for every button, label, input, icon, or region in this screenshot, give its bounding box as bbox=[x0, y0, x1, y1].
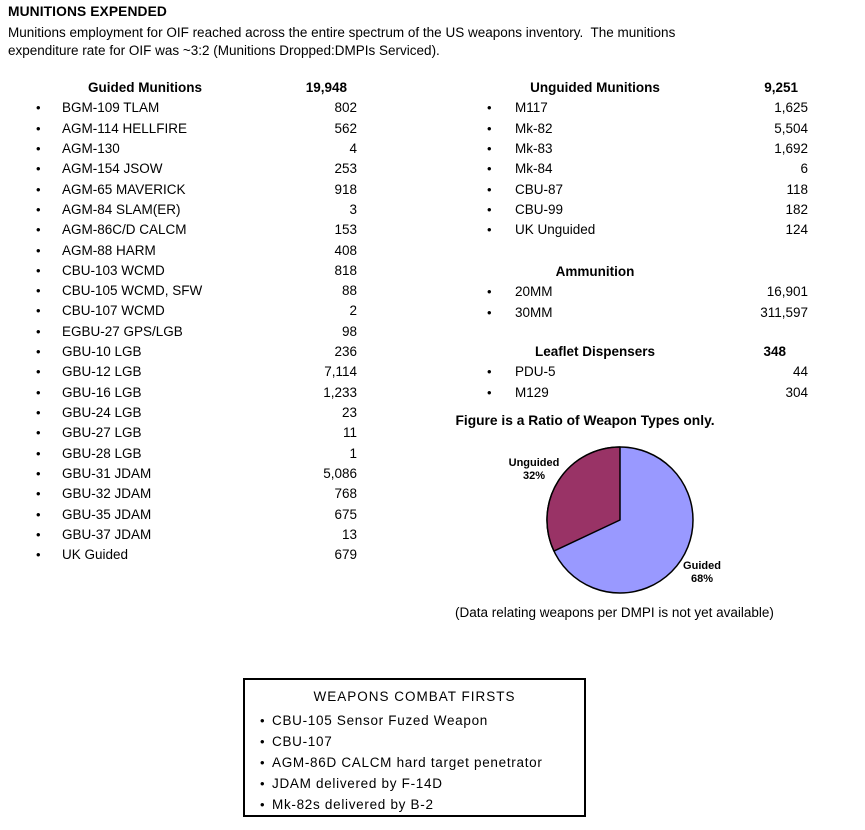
bullet-icon: • bbox=[487, 100, 492, 116]
item-label: AGM-154 JSOW bbox=[62, 161, 163, 177]
bullet-icon: • bbox=[260, 797, 265, 812]
bullet-icon: • bbox=[36, 344, 41, 360]
bullet-icon: • bbox=[36, 526, 41, 542]
bullet-icon: • bbox=[487, 222, 492, 238]
list-item bbox=[30, 180, 357, 200]
item-value: 88 bbox=[341, 283, 357, 299]
bullet-icon: • bbox=[36, 120, 41, 136]
item-label: JDAM delivered by F-14D bbox=[272, 776, 443, 791]
item-value: 3 bbox=[349, 201, 357, 217]
item-label: GBU-28 LGB bbox=[62, 445, 142, 461]
list-item bbox=[30, 139, 357, 159]
list-item bbox=[30, 261, 357, 281]
item-label: CBU-107 bbox=[272, 734, 333, 749]
item-label: Mk-84 bbox=[515, 161, 553, 177]
item-value: 182 bbox=[785, 201, 808, 217]
item-label: CBU-103 WCMD bbox=[62, 262, 165, 278]
list-item bbox=[480, 159, 808, 179]
list-item bbox=[245, 731, 584, 752]
bullet-icon: • bbox=[260, 713, 265, 728]
item-value: 4 bbox=[349, 140, 357, 156]
bullet-icon: • bbox=[487, 181, 492, 197]
item-label: GBU-12 LGB bbox=[62, 364, 142, 380]
list-item bbox=[480, 139, 808, 159]
unguided-munitions-total: 9,251 bbox=[764, 80, 798, 95]
unguided-munitions-section bbox=[480, 78, 808, 241]
item-value: 1,625 bbox=[774, 100, 808, 116]
item-label: CBU-107 WCMD bbox=[62, 303, 165, 319]
pie-label-unguided-name: Unguided bbox=[508, 457, 560, 469]
pie-label-guided bbox=[666, 560, 738, 586]
leaflet-dispensers-title: Leaflet Dispensers bbox=[534, 344, 656, 359]
bullet-icon: • bbox=[36, 140, 41, 156]
item-label: AGM-86D CALCM hard target penetrator bbox=[272, 755, 543, 770]
bullet-icon: • bbox=[487, 140, 492, 156]
bullet-icon: • bbox=[487, 364, 492, 380]
item-value: 1 bbox=[349, 445, 357, 461]
bullet-icon: • bbox=[36, 262, 41, 278]
bullet-icon: • bbox=[260, 776, 265, 791]
bullet-icon: • bbox=[487, 120, 492, 136]
list-item bbox=[480, 220, 808, 240]
item-value: 1,233 bbox=[323, 384, 357, 400]
item-label: GBU-10 LGB bbox=[62, 344, 142, 360]
intro-text-line-2: expenditure rate for OIF was ~3:2 (Munitions Dropped:DMPIs Serviced). bbox=[8, 42, 440, 58]
bullet-icon: • bbox=[36, 547, 41, 563]
bullet-icon: • bbox=[36, 445, 41, 461]
item-value: 918 bbox=[334, 181, 357, 197]
bullet-icon: • bbox=[36, 425, 41, 441]
bullet-icon: • bbox=[487, 201, 492, 217]
bullet-icon: • bbox=[36, 181, 41, 197]
list-item bbox=[30, 281, 357, 301]
item-label: AGM-65 MAVERICK bbox=[62, 181, 186, 197]
item-label: Mk-83 bbox=[515, 140, 553, 156]
item-label: EGBU-27 GPS/LGB bbox=[62, 323, 183, 339]
bullet-icon: • bbox=[36, 323, 41, 339]
list-item bbox=[30, 505, 357, 525]
list-item bbox=[30, 200, 357, 220]
bullet-icon: • bbox=[36, 405, 41, 420]
item-label: PDU-5 bbox=[515, 364, 556, 380]
list-item bbox=[30, 241, 357, 261]
item-value: 7,114 bbox=[324, 364, 357, 380]
list-item bbox=[480, 362, 808, 382]
intro-text-line-1: Munitions employment for OIF reached across the entire spectrum of the US weapons inventory. The munitions bbox=[8, 25, 676, 40]
unguided-munitions-title: Unguided Munitions bbox=[530, 80, 660, 95]
item-value: 44 bbox=[792, 364, 808, 380]
item-value: 802 bbox=[334, 100, 357, 116]
list-item bbox=[30, 342, 357, 362]
item-value: 311,597 bbox=[760, 304, 808, 320]
bullet-icon: • bbox=[487, 384, 492, 400]
ammunition-header bbox=[480, 262, 808, 282]
item-value: 5,086 bbox=[323, 465, 357, 481]
item-label: Mk-82 bbox=[515, 120, 553, 136]
list-item bbox=[480, 98, 808, 118]
list-item bbox=[30, 98, 357, 118]
leaflet-dispensers-header bbox=[480, 342, 808, 362]
list-item bbox=[30, 383, 357, 403]
guided-munitions-section bbox=[30, 78, 357, 566]
bullet-icon: • bbox=[487, 161, 492, 177]
list-item bbox=[30, 423, 357, 443]
item-value: 768 bbox=[334, 486, 357, 502]
bullet-icon: • bbox=[36, 364, 41, 380]
item-label: GBU-24 LGB bbox=[62, 405, 142, 420]
item-label: AGM-130 bbox=[62, 140, 120, 156]
item-label: GBU-32 JDAM bbox=[62, 486, 152, 502]
bullet-icon: • bbox=[36, 506, 41, 522]
list-item bbox=[245, 794, 584, 815]
bullet-icon: • bbox=[36, 465, 41, 481]
list-item bbox=[30, 362, 357, 382]
bullet-icon: • bbox=[36, 222, 41, 238]
item-label: Mk-82s delivered by B-2 bbox=[272, 797, 434, 812]
item-value: 562 bbox=[334, 120, 357, 136]
bullet-icon: • bbox=[487, 284, 492, 300]
item-label: GBU-31 JDAM bbox=[62, 465, 152, 481]
leaflet-dispensers-list bbox=[480, 362, 808, 403]
weapons-combat-firsts-box bbox=[243, 678, 586, 817]
figure-note: (Data relating weapons per DMPI is not yet available) bbox=[455, 605, 774, 620]
list-item bbox=[30, 119, 357, 139]
item-label: AGM-114 HELLFIRE bbox=[62, 120, 188, 136]
weapons-combat-firsts-title: WEAPONS COMBAT FIRSTS bbox=[313, 689, 516, 704]
unguided-munitions-header bbox=[480, 78, 808, 98]
bullet-icon: • bbox=[36, 201, 41, 217]
item-value: 98 bbox=[341, 323, 357, 339]
ammunition-list bbox=[480, 282, 808, 323]
ammunition-title: Ammunition bbox=[555, 264, 635, 279]
item-value: 11 bbox=[342, 425, 357, 441]
list-item bbox=[30, 525, 357, 545]
item-value: 679 bbox=[334, 547, 357, 563]
bullet-icon: • bbox=[36, 161, 41, 177]
list-item bbox=[30, 159, 357, 179]
guided-munitions-list bbox=[30, 98, 357, 565]
list-item bbox=[30, 545, 357, 565]
item-value: 2 bbox=[349, 303, 357, 319]
bullet-icon: • bbox=[487, 304, 492, 320]
item-value: 408 bbox=[334, 242, 357, 258]
list-item bbox=[245, 752, 584, 773]
page-title: MUNITIONS EXPENDED bbox=[8, 4, 167, 19]
item-label: GBU-27 LGB bbox=[62, 425, 142, 441]
list-item bbox=[480, 200, 808, 220]
item-value: 6 bbox=[800, 161, 808, 177]
item-label: UK Unguided bbox=[515, 222, 596, 238]
item-value: 304 bbox=[785, 384, 808, 400]
leaflet-dispensers-total: 348 bbox=[763, 344, 786, 359]
item-label: UK Guided bbox=[62, 547, 129, 563]
ammunition-section bbox=[480, 262, 808, 323]
item-label: GBU-37 JDAM bbox=[62, 526, 152, 542]
list-item bbox=[30, 403, 357, 423]
item-label: M117 bbox=[515, 100, 548, 116]
unguided-munitions-list bbox=[480, 98, 808, 240]
item-value: 118 bbox=[786, 181, 808, 197]
bullet-icon: • bbox=[36, 283, 41, 299]
list-item bbox=[480, 383, 808, 403]
list-item bbox=[480, 303, 808, 323]
item-label: AGM-84 SLAM(ER) bbox=[62, 201, 181, 217]
list-item bbox=[480, 180, 808, 200]
bullet-icon: • bbox=[260, 734, 265, 749]
list-item bbox=[30, 322, 357, 342]
item-value: 5,504 bbox=[774, 120, 808, 136]
list-item bbox=[30, 464, 357, 484]
pie-label-unguided bbox=[498, 457, 570, 483]
item-label: 30MM bbox=[515, 304, 553, 320]
item-value: 818 bbox=[334, 262, 357, 278]
item-value: 236 bbox=[334, 344, 357, 360]
item-label: 20MM bbox=[515, 284, 553, 300]
guided-munitions-total: 19,948 bbox=[305, 80, 347, 95]
list-item bbox=[30, 444, 357, 464]
item-value: 1,692 bbox=[774, 140, 808, 156]
guided-munitions-title: Guided Munitions bbox=[88, 80, 202, 95]
item-label: CBU-99 bbox=[515, 201, 564, 217]
list-item bbox=[30, 301, 357, 321]
guided-munitions-header bbox=[30, 78, 357, 98]
weapons-combat-firsts-list bbox=[245, 710, 584, 815]
item-label: CBU-105 Sensor Fuzed Weapon bbox=[272, 713, 489, 728]
pie-label-guided-percent: 68% bbox=[690, 573, 714, 585]
item-label: AGM-86C/D CALCM bbox=[62, 222, 187, 238]
item-label: CBU-105 WCMD, SFW bbox=[62, 283, 203, 299]
item-label: GBU-16 LGB bbox=[62, 384, 142, 400]
list-item bbox=[480, 119, 808, 139]
list-item bbox=[480, 282, 808, 302]
item-value: 23 bbox=[341, 405, 357, 420]
item-value: 253 bbox=[334, 161, 357, 177]
item-value: 16,901 bbox=[766, 284, 808, 300]
bullet-icon: • bbox=[260, 755, 265, 770]
bullet-icon: • bbox=[36, 303, 41, 319]
item-label: AGM-88 HARM bbox=[62, 242, 156, 258]
item-value: 124 bbox=[785, 222, 808, 238]
figure-caption: Figure is a Ratio of Weapon Types only. bbox=[455, 413, 715, 428]
item-value: 13 bbox=[341, 526, 357, 542]
list-item bbox=[245, 710, 584, 731]
bullet-icon: • bbox=[36, 100, 41, 116]
bullet-icon: • bbox=[36, 384, 41, 400]
leaflet-dispensers-section bbox=[480, 342, 808, 403]
item-label: CBU-87 bbox=[515, 181, 564, 197]
bullet-icon: • bbox=[36, 242, 41, 258]
item-label: M129 bbox=[515, 384, 549, 400]
pie-label-unguided-percent: 32% bbox=[522, 470, 546, 482]
item-value: 675 bbox=[334, 506, 357, 522]
list-item bbox=[30, 484, 357, 504]
list-item bbox=[30, 220, 357, 240]
list-item bbox=[245, 773, 584, 794]
pie-label-guided-name: Guided bbox=[683, 560, 721, 572]
bullet-icon: • bbox=[36, 486, 41, 502]
item-value: 153 bbox=[334, 222, 357, 238]
item-label: GBU-35 JDAM bbox=[62, 506, 152, 522]
item-label: BGM-109 TLAM bbox=[62, 100, 160, 116]
